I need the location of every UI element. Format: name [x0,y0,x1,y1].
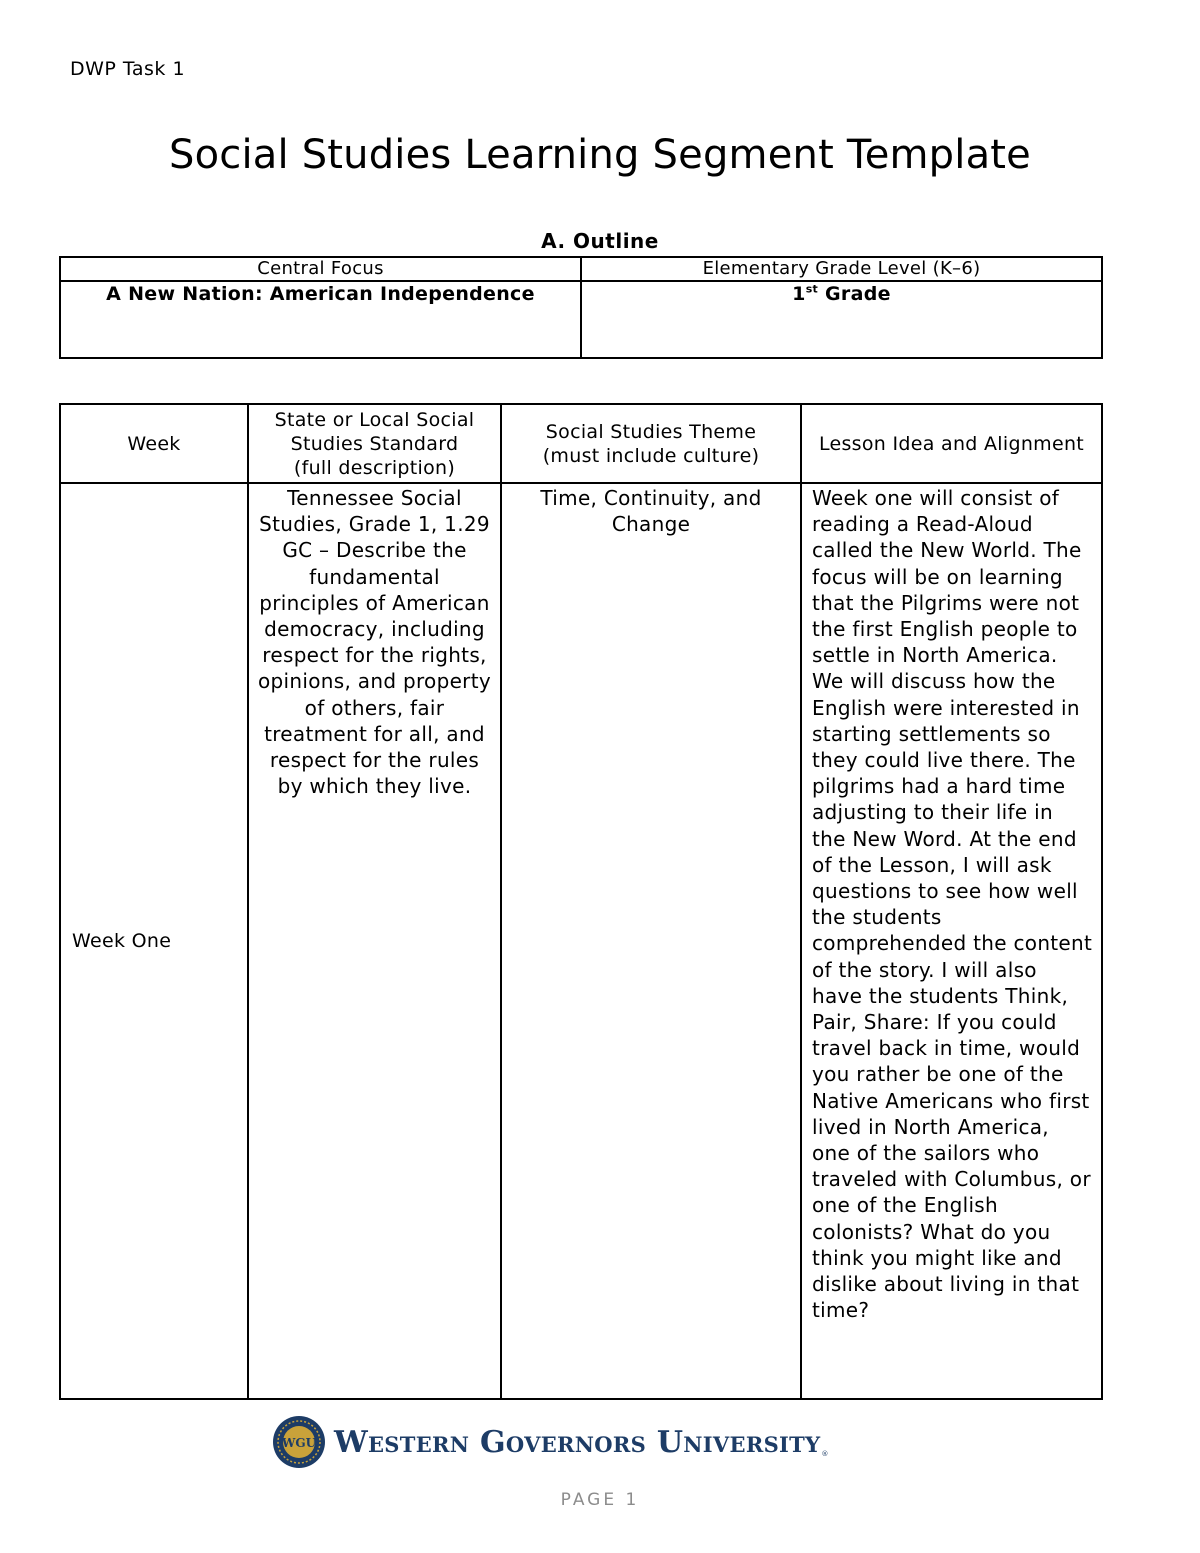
theme-header-line: (must include culture) [542,444,760,467]
week-header: Week [60,404,248,483]
grade-suffix: st [805,282,819,296]
segment-table [59,403,1103,1400]
outline-heading: A. Outline [541,229,659,253]
seal-letters: WGU [281,1436,317,1450]
week-cell: Week One [60,483,248,1399]
standard-cell: Tennessee Social Studies, Grade 1, 1.29 GC – Describe the fundamental principles of American democracy, including respect for the rights, opinions, and property of others, fair treatment for all, and respect for the rules by which they live. [248,483,501,1399]
standard-header [248,404,501,483]
central-focus-header: Central Focus [60,257,581,281]
grade-word: Grade [818,283,891,305]
central-focus-value: A New Nation: American Independence [60,281,581,358]
standard-header-line: State or Local Social [274,408,475,431]
grade-level-value [581,281,1102,358]
lesson-cell: Week one will consist of reading a Read-Aloud called the New World. The focus will be on learning that the Pilgrims were not the first English people to settle in North America. We will discuss how the English were interested in starting settlements so they could live there. The pilgrims had a hard time adjusting to their life in the New Word. At the end of the Lesson, I will ask questions to see how well the students comprehended the content of the story. I will also have the students Think, Pair, Share: If you could travel back in time, would you rather be one of the Native Americans who first lived in North America, one of the sailors who traveled with Columbus, or one of the English colonists? What do you think you might like and dislike about living in that time? [801,483,1102,1399]
outline-value-row [60,281,1102,358]
outline-table [59,256,1103,359]
university-seal-icon [272,1415,326,1469]
standard-header-line: (full description) [293,456,456,479]
grade-number: 1 [792,283,806,305]
outline-header-row [60,257,1102,281]
university-name: Western Governors University [334,1424,821,1460]
theme-header-line: Social Studies Theme [545,420,757,443]
trademark-icon: ® [821,1450,829,1458]
grade-level-header: Elementary Grade Level (K–6) [581,257,1102,281]
segment-header-row [60,404,1102,483]
header-label: DWP Task 1 [70,58,186,80]
theme-header [501,404,801,483]
table-row [60,483,1102,1399]
page-title: Social Studies Learning Segment Template [168,132,1031,178]
university-logo [272,1414,828,1470]
standard-header-line: Studies Standard [290,432,459,455]
lesson-header: Lesson Idea and Alignment [801,404,1102,483]
page-number: PAGE 1 [560,1490,640,1510]
theme-cell: Time, Continuity, and Change [501,483,801,1399]
